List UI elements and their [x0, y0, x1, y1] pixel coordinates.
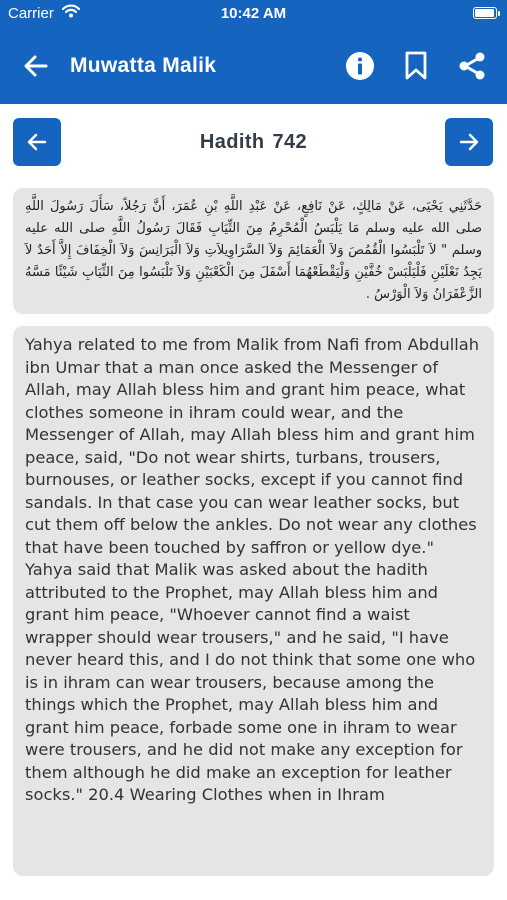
- arrow-right-icon: [457, 130, 481, 154]
- next-hadith-button[interactable]: [445, 118, 493, 166]
- bookmark-icon: [404, 51, 428, 81]
- bookmark-button[interactable]: [398, 48, 434, 84]
- hadith-label: Hadith: [199, 131, 265, 153]
- info-icon: [345, 51, 375, 81]
- hadith-number: 742: [272, 131, 308, 153]
- hadith-title: [0, 131, 507, 154]
- share-icon: [457, 51, 487, 81]
- english-text-card: [13, 326, 494, 876]
- arabic-text: حَدَّثَنِي يَحْيَى، عَنْ مَالِكٍ، عَنْ نَافِعٍ، عَنْ عَبْدِ اللَّهِ بْنِ عُمَرَ، أَنَّ رَجُلاً، سَأَلَ رَسُولَ اللَّهِ صلى الله عليه وسلم مَا يَلْبَسُ الْمُحْرِمُ مِنَ الثِّيَابِ فَقَالَ رَسُولُ اللَّهِ صلى الله عليه وسلم " لاَ تَلْبَسُوا الْقُمُصَ وَلاَ الْعَمَائِمَ وَلاَ السَّرَاوِيلاَتِ وَلاَ الْبَرَانِسَ وَلاَ الْخِفَافَ إِلاَّ أَحَدٌ لاَ يَجِدُ نَعْلَيْنِ فَلْيَلْبَسْ خُفَّيْنِ وَلْيَقْطَعْهُمَا أَسْفَلَ مِنَ الْكَعْبَيْنِ وَلاَ تَلْبَسُوا مِنَ الثِّيَابِ شَيْئًا مَسَّهُ الزَّعْفَرَانُ وَلاَ الْوَرْسُ .: [25, 199, 482, 302]
- english-text: Yahya related to me from Malik from Nafi from Abdullah ibn Umar that a man once asked the Messenger of Allah, may Allah bless him and grant him peace, what clothes someone in ihram could wear, and the Messenger of Allah, may Allah bless him and grant him peace, said, "Do not wear shirts, turbans, trousers, burnouses, or leather socks, except if you cannot find sandals. In that case you can wear leather socks, but cut them off below the ankles. Do not wear any clothes that have been touched by saffron or yellow dye." Yahya said that Malik was asked about the hadith attributed to the Prophet, may Allah bless him and grant him peace, "Whoever cannot find a waist wrapper should wear trousers," and he said, "I have never heard this, and I do not think that some one who is in ihram can wear trousers, because among the things which the Prophet, may Allah bless him and grant him peace, forbade some one in ihram to wear were trousers, and he did not make any exception for them although he did make an exception for leather socks." 20.4 Wearing Clothes when in Ihram: [25, 335, 480, 804]
- hadith-navigation: [0, 118, 507, 170]
- app-header: [0, 0, 507, 104]
- info-button[interactable]: [342, 48, 378, 84]
- status-bar: [0, 0, 507, 28]
- share-button[interactable]: [454, 48, 490, 84]
- nav-bar: [0, 28, 507, 104]
- back-button[interactable]: [18, 48, 54, 84]
- arabic-text-card: [13, 188, 494, 314]
- battery-icon: [473, 7, 497, 19]
- clock: 10:42 AM: [220, 5, 287, 22]
- page-title: Muwatta Malik: [70, 54, 217, 77]
- carrier-label: Carrier: [8, 5, 54, 22]
- arrow-left-icon: [22, 52, 50, 80]
